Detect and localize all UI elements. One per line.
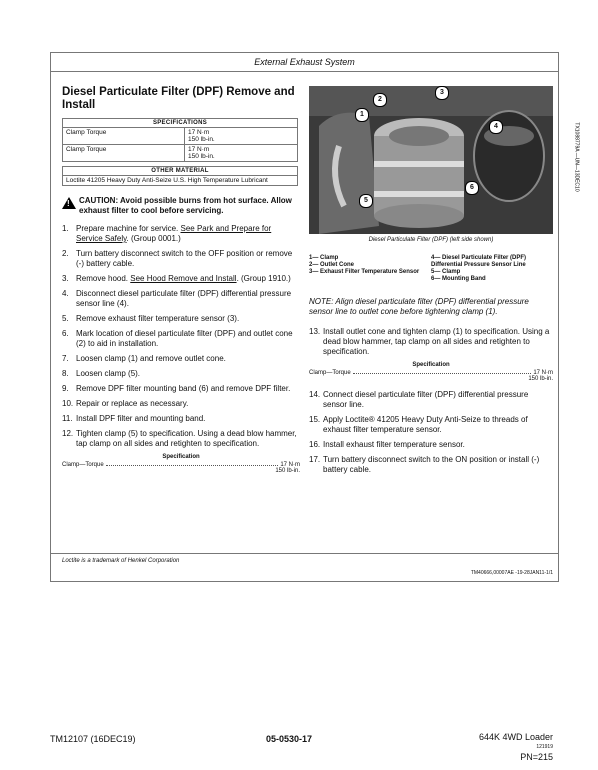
document-reference: TM40666,00007AE -19-28JAN11-1/1 [470,570,553,576]
callout-6: 6 [465,181,479,195]
list-item: 6. Mark location of diesel particulate filter (DPF) and outlet cone (2) to aid in installation. [62,329,293,348]
spec-value: 17 N·m 150 lb-in. [185,145,298,162]
list-item: 9. Remove DPF filter mounting band (6) and remove DPF filter. [62,384,291,393]
list-item: 7. Loosen clamp (1) and remove outlet cone. [62,354,226,363]
list-item: 2. Turn battery disconnect switch to the OFF position or remove (-) battery cable. [62,249,293,268]
caution-box [62,196,300,216]
section-title: External Exhaust System [254,57,355,67]
list-item: 5. Remove exhaust filter temperature sensor (3). [62,314,240,323]
footer-page-code: 05-0530-17 [266,734,313,744]
left-column [62,86,300,474]
spec-block-right: Specification Clamp—Torque 17 N·m 150 lb-in. [309,362,553,382]
footer-machine-title: 644K 4WD Loader [478,732,553,742]
legend-item: 3— Exhaust Filter Temperature Sensor [309,269,420,275]
other-material-table [62,166,298,186]
dpf-photo [309,86,580,234]
table-row [63,145,298,162]
spec-value: 17 N·m 150 lb-in. [185,128,298,145]
list-item: 17. Turn battery disconnect switch to the ON position or install (-) battery cable. [309,455,540,474]
list-item: 11. Install DPF filter and mounting band. [62,414,206,423]
list-item: 1. Prepare machine for service. See Park and Prepare for Service Safely. (Group 0001.) [62,224,272,243]
list-item: 10. Repair or replace as necessary. [62,399,189,408]
list-item: 12. Tighten clamp (5) to specification. Using a dead blow hammer, tap clamp on all sides and retighten to specification. [62,429,297,448]
list-item: 4. Disconnect diesel particulate filter (DPF) differential pressure sensor line (4). [62,289,292,308]
callout-3: 3 [435,86,449,100]
right-column [309,86,580,480]
list-item: 8. Loosen clamp (5). [62,369,141,378]
other-material-header: OTHER MATERIAL [63,167,298,176]
cross-reference-link[interactable]: See Hood Remove and Install [130,274,237,283]
steps-list-right-2 [309,390,553,475]
legend-item: 2— Outlet Cone [309,262,355,268]
bottom-divider [51,553,558,554]
footer-manual-id: TM12107 (16DEC19) [50,734,136,744]
note-text: NOTE: Align diesel particulate filter (DPF) differential pressure sensor line to outlet cone before tightening clamp (1). [309,297,529,316]
list-item: 16. Install exhaust filter temperature sensor. [309,440,465,449]
figure-caption: Diesel Particulate Filter (DPF) (left side shown) [368,237,494,243]
caution-text: CAUTION: Avoid possible burns from hot surface. Allow exhaust filter to cool before servicing. [79,196,292,215]
legend-item: 5— Clamp [431,269,461,275]
other-material-text: Loctite 41205 Heavy Duty Anti-Seize U.S. High Temperature Lubricant [63,176,298,186]
spec-table-header: SPECIFICATIONS [63,119,298,128]
figure-code: TX1088779A —UN—13DEC10 [573,122,580,192]
figure-legend [309,255,553,283]
list-item: 3. Remove hood. See Hood Remove and Install. (Group 1910.) [62,274,291,283]
specifications-table [62,118,298,162]
header-divider [51,71,558,72]
list-item: 13. Install outlet cone and tighten clamp (1) to specification. Using a dead blow hammer, tap clamp on all sides and retighten to specification. [309,327,550,356]
steps-list-right [309,327,553,357]
footer-small-code: 121919 [536,744,553,750]
footer-page-number: PN=215 [520,752,553,762]
callout-5: 5 [359,194,373,208]
doc-title: Diesel Particulate Filter (DPF) Remove and Install [62,86,295,111]
steps-list-left [62,224,300,449]
spec-block-left: Specification Clamp—Torque 17 N·m 150 lb-in. [62,454,300,474]
footer-machine [479,732,553,762]
cross-reference-link[interactable]: See Park and Prepare for Service Safely [76,224,272,243]
callout-2: 2 [373,93,387,107]
legend-item: 1— Clamp [309,255,339,261]
spec-label: Clamp Torque [63,145,185,162]
list-item: 14. Connect diesel particulate filter (DPF) differential pressure sensor line. [309,390,529,409]
callout-1: 1 [355,108,369,122]
dpf-illustration [309,86,553,234]
spec-label: Clamp Torque [63,128,185,145]
table-row [63,128,298,145]
callout-4: 4 [489,120,503,134]
list-item: 15. Apply Loctite® 41205 Heavy Duty Anti-Seize to threads of exhaust filter temperature sensor. [309,415,528,434]
warning-icon: ! [62,197,76,209]
legend-item: 4— Diesel Particulate Filter (DPF) Differential Pressure Sensor Line [431,255,527,268]
trademark-note: Loctite is a trademark of Henkel Corporation [62,558,180,564]
page-frame [50,52,580,582]
legend-item: 6— Mounting Band [431,276,486,282]
